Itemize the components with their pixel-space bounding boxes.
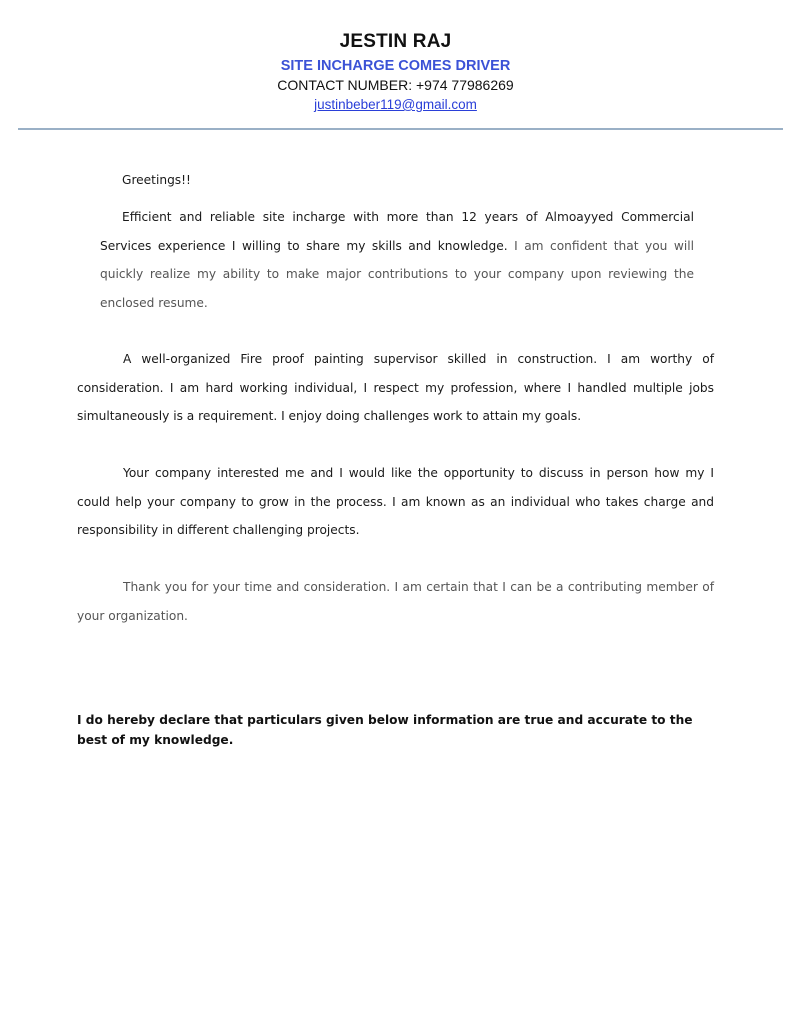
job-title: SITE INCHARGE COMES DRIVER <box>280 58 511 74</box>
header-divider <box>18 128 783 130</box>
paragraph-interest: Your company interested me and I would like the opportunity to discuss in person how my I could help your company to grow in the process. I am known as an individual who takes charge and responsibility in different challenging projects. <box>77 466 714 538</box>
contact-number: CONTACT NUMBER: +974 77986269 <box>277 77 514 93</box>
paragraph-intro-main: Efficient and reliable site incharge with more than 12 years of Almoayyed Commercial Services experience I willing to share my skills and knowledge. <box>100 210 694 253</box>
paragraph-intro-confidence: I am confident that you will quickly realize my ability to make major contributions to your company upon reviewing the enclosed resume. <box>100 238 694 310</box>
paragraph-skills: A well-organized Fire proof painting supervisor skilled in construction. I am worthy of consideration. I am hard working individual, I respect my profession, where I handled multiple jobs simultaneously is a requirement. I enjoy doing challenges work to attain my goals. <box>77 352 714 424</box>
greeting: Greetings!! <box>122 173 191 187</box>
applicant-name: JESTIN RAJ <box>339 31 452 52</box>
declaration: I do hereby declare that particulars given below information are true and accurate to the best of my knowledge. <box>77 713 693 747</box>
email-link[interactable]: justinbeber119@gmail.com <box>314 97 477 112</box>
paragraph-thanks: Thank you for your time and consideration. I am certain that I can be a contributing member of your organization. <box>77 580 714 623</box>
letter-header <box>0 30 791 114</box>
paragraph-intro <box>100 203 694 317</box>
